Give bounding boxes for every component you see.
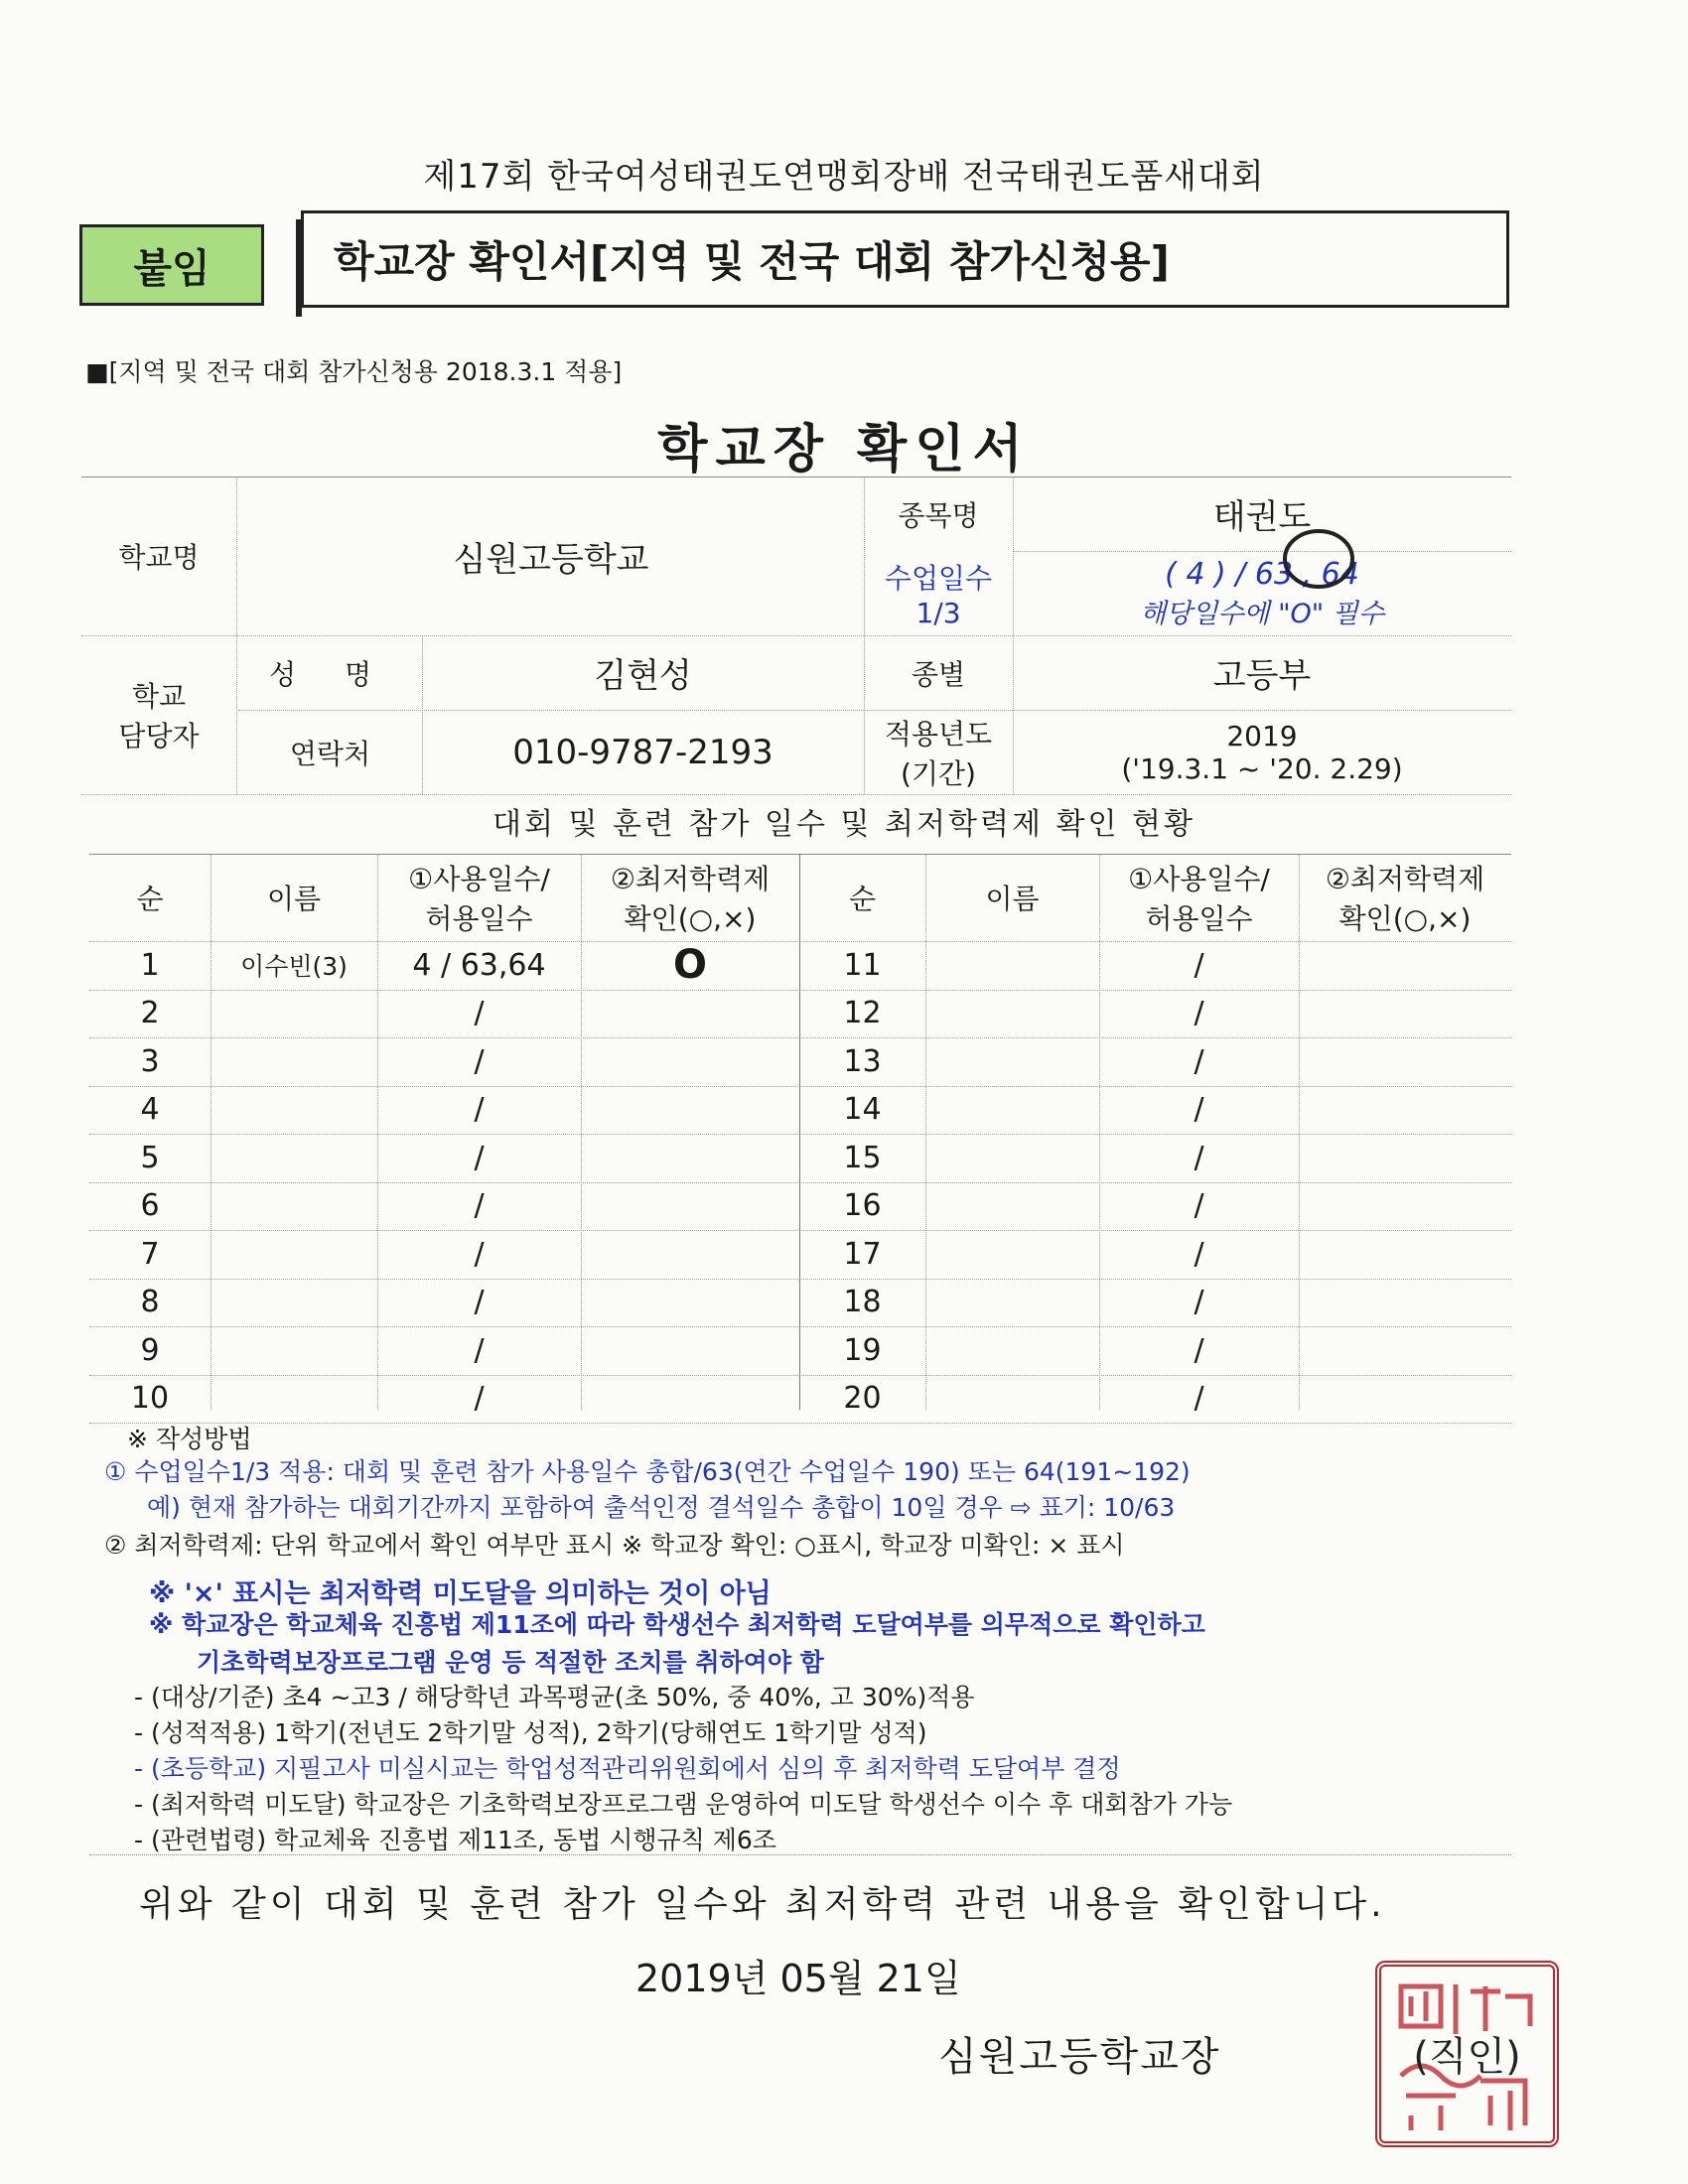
manager-label	[81, 635, 236, 794]
right-row-12-num: 12	[843, 996, 882, 1031]
col-check-header-2: 확인(○,×)	[624, 902, 757, 935]
contact-label: 연락처	[289, 737, 371, 770]
school-label: 학교명	[118, 541, 200, 574]
name-value: 김현성	[594, 656, 692, 696]
left-row-3-num: 3	[140, 1043, 160, 1079]
left-row-6-num: 6	[140, 1188, 160, 1224]
attachment-label: 붙임	[79, 224, 264, 306]
handwritten-circle-mark	[1279, 524, 1358, 594]
manager-label-2: 담당자	[118, 720, 200, 752]
category-value: 고등부	[1212, 656, 1312, 696]
left-row-7-num: 7	[140, 1236, 160, 1272]
right-row-13-days: /	[1194, 1043, 1204, 1079]
left-row-4-days: /	[474, 1092, 485, 1128]
detail-2: - (성적적용) 1학기(전년도 2학기말 성적), 2학기(당해연도 1학기말 성적)	[134, 1718, 927, 1747]
left-row-10-days: /	[474, 1381, 485, 1417]
detail-3: - (초등학교) 지필고사 미실시교는 학업성적관리위원회에서 심의 후 최저학력 도달여부 결정	[134, 1754, 1121, 1783]
school-name: 심원고등학교	[453, 539, 649, 580]
principal-name: 심원고등학교장	[938, 2034, 1221, 2080]
event-title: 제17회 한국여성태권도연맹회장배 전국태권도품새대회	[423, 157, 1265, 197]
year-value: 2019	[1226, 719, 1298, 752]
left-row-5-days: /	[474, 1140, 485, 1175]
col-check-header-right-1: ②최저학력제	[1325, 863, 1485, 895]
sport-value: 태권도	[1212, 497, 1312, 537]
name-label: 성 명	[269, 657, 391, 691]
right-row-19-days: /	[1194, 1332, 1204, 1368]
col-days-header	[377, 854, 581, 941]
year-label-1: 적용년도	[884, 717, 993, 751]
col-days-header-2: 허용일수	[425, 902, 533, 935]
col-check-header-right	[1299, 854, 1511, 941]
left-row-2-num: 2	[140, 996, 160, 1031]
left-row-10-num: 10	[130, 1381, 170, 1417]
note-4a: ※ 학교장은 학교체육 진흥법 제11조에 따라 학생선수 최저학력 도달여부를 의무적으로 확인하고	[149, 1610, 1205, 1639]
col-days-header-right-1: ①사용일수/	[1128, 863, 1270, 895]
right-row-18-days: /	[1194, 1285, 1204, 1320]
right-row-11-days: /	[1194, 947, 1204, 983]
notes-heading: ※ 작성방법	[127, 1425, 252, 1453]
left-row-8-days: /	[474, 1285, 485, 1320]
year-label	[864, 710, 1013, 794]
note-3: ※ '×' 표시는 최저학력 미도달을 의미하는 것이 아님	[149, 1578, 772, 1609]
col-check-header-1: ②최저학력제	[610, 863, 771, 895]
days-label-1: 수업일수	[884, 562, 993, 595]
date: 2019년 05월 21일	[635, 1957, 961, 2000]
sport-label: 종목명	[898, 498, 979, 532]
right-row-12-days: /	[1194, 996, 1204, 1031]
left-row-4-num: 4	[140, 1092, 160, 1128]
col-num-header: 순	[136, 883, 164, 915]
left-row-8-num: 8	[140, 1285, 160, 1320]
left-row-5-num: 5	[140, 1140, 160, 1175]
right-row-15-num: 15	[843, 1140, 882, 1175]
seal-text: (직인)	[1413, 2034, 1521, 2080]
col-check-header-right-2: 확인(○,×)	[1338, 902, 1472, 935]
right-row-20-days: /	[1194, 1381, 1204, 1417]
left-row-2-days: /	[474, 996, 485, 1031]
col-num-header-right: 순	[848, 883, 877, 915]
days-hint: 해당일수에 "O" 필수	[1140, 598, 1384, 629]
row-1-name: 이수빈(3)	[240, 952, 348, 981]
left-row-9-days: /	[474, 1332, 485, 1368]
note-4b: 기초학력보장프로그램 운영 등 적절한 조치를 취하여야 함	[197, 1648, 824, 1677]
right-row-20-num: 20	[843, 1381, 882, 1417]
header-title: 학교장 확인서[지역 및 전국 대회 참가신청용]	[301, 210, 1509, 308]
right-row-19-num: 19	[843, 1332, 882, 1368]
days-label-2: 1/3	[915, 597, 961, 629]
year-value-cell	[1013, 710, 1511, 794]
left-row-6-days: /	[474, 1188, 485, 1224]
left-row-3-days: /	[474, 1043, 485, 1079]
apply-note: ■[지역 및 전국 대회 참가신청용 2018.3.1 적용]	[85, 357, 623, 386]
col-name-header-right: 이름	[985, 883, 1040, 915]
col-check-header	[581, 854, 799, 941]
row-1-check: O	[672, 942, 707, 988]
right-row-11-num: 11	[843, 947, 882, 983]
note-1a: ① 수업일수1/3 적용: 대회 및 훈련 참가 사용일수 총합/63(연간 수업일수 190) 또는 64(191~192)	[104, 1457, 1191, 1486]
year-label-2: (기간)	[901, 756, 976, 790]
detail-1: - (대상/기준) 초4 ~고3 / 해당학년 과목평균(초 50%, 중 40%, 고 30%)적용	[134, 1683, 975, 1711]
status-title: 대회 및 훈련 참가 일수 및 최저학력제 확인 현황	[492, 807, 1196, 842]
note-2: ② 최저학력제: 단위 학교에서 확인 여부만 표시 ※ 학교장 확인: ○표시, 학교장 미확인: × 표시	[104, 1531, 1125, 1560]
col-days-header-right	[1099, 854, 1299, 941]
right-row-18-num: 18	[843, 1285, 882, 1320]
right-row-17-num: 17	[843, 1236, 882, 1272]
right-row-14-num: 14	[843, 1092, 882, 1128]
category-label: 종별	[911, 657, 966, 691]
period-value: ('19.3.1 ~ '20. 2.29)	[1121, 751, 1403, 785]
right-row-17-days: /	[1194, 1236, 1204, 1272]
note-1b: 예) 현재 참가하는 대회기간까지 포함하여 출석인정 결석일수 총합이 10일 경우 ⇨ 표기: 10/63	[147, 1493, 1176, 1522]
form-title: 학교장 확인서	[657, 420, 1031, 479]
left-row-9-num: 9	[140, 1332, 160, 1368]
left-row-7-days: /	[474, 1236, 485, 1272]
days-value-cell	[1013, 551, 1511, 635]
days-value: ( 4 ) / 63 , 64	[1165, 556, 1359, 592]
col-days-header-right-2: 허용일수	[1145, 902, 1253, 935]
manager-label-1: 학교	[131, 680, 187, 713]
row-1-days: 4 / 63,64	[412, 947, 546, 983]
contact-value: 010-9787-2193	[512, 732, 774, 772]
col-days-header-1: ①사용일수/	[408, 863, 550, 895]
right-row-14-days: /	[1194, 1092, 1204, 1128]
col-name-header: 이름	[266, 883, 322, 915]
detail-5: - (관련법령) 학교체육 진흥법 제11조, 동법 시행규칙 제6조	[134, 1826, 776, 1854]
right-row-15-days: /	[1194, 1140, 1204, 1175]
right-row-16-num: 16	[843, 1188, 882, 1224]
confirm-text: 위와 같이 대회 및 훈련 참가 일수와 최저학력 관련 내용을 확인합니다.	[139, 1884, 1386, 1925]
detail-4: - (최저학력 미도달) 학교장은 기초학력보장프로그램 운영하여 미도달 학생선수 이수 후 대회참가 가능	[134, 1790, 1233, 1819]
right-row-16-days: /	[1194, 1188, 1204, 1224]
right-row-13-num: 13	[843, 1043, 882, 1079]
days-label	[864, 551, 1013, 635]
left-row-1-num: 1	[140, 947, 160, 983]
